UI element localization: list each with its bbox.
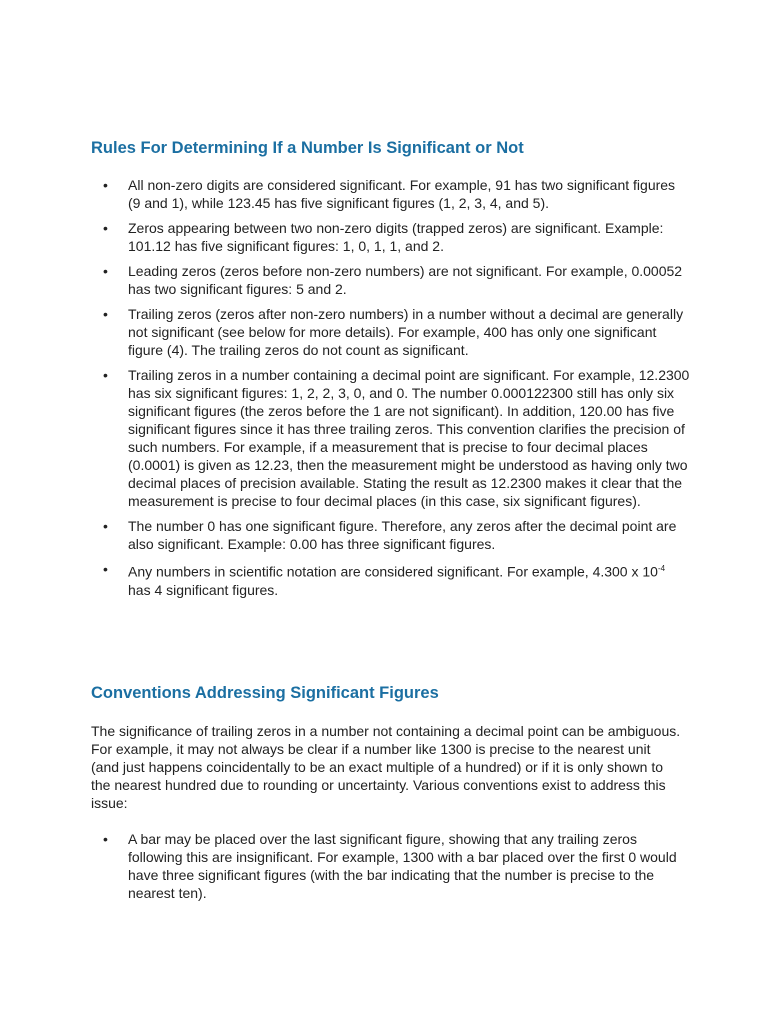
section-heading-rules: Rules For Determining If a Number Is Significant or Not <box>91 139 524 157</box>
bullet-glyph: • <box>103 831 108 847</box>
list-item-text: Zeros appearing between two non-zero digits (trapped zeros) are significant. Example: 101.12 has five significant figures: 1, 0, 1, 1, and 2. <box>128 220 664 254</box>
list-item-text: A bar may be placed over the last significant figure, showing that any trailing zeros following this are insignificant. For example, 1300 with a bar placed over the first 0 would have three significant figures (with the bar indicating that the number is precise to the nearest ten). <box>128 831 677 901</box>
list-item-text: The number 0 has one significant figure. Therefore, any zeros after the decimal point are also significant. Example: 0.00 has three significant figures. <box>128 518 677 552</box>
list-item <box>91 560 691 599</box>
list-item <box>91 830 691 902</box>
list-item <box>91 305 691 359</box>
sci-notation-text-before: Any numbers in scientific notation are considered significant. For example, 4.300 x 10 <box>128 563 658 580</box>
list-item-text: All non-zero digits are considered significant. For example, 91 has two significant figures (9 and 1), while 123.45 has five significant figures (1, 2, 3, 4, and 5). <box>128 177 676 211</box>
list-item-text: Trailing zeros in a number containing a decimal point are significant. For example, 12.2300 has six significant figures: 1, 2, 2, 3, 0, and 0. The number 0.000122300 still has only six significant figures (the zeros before the 1 are not significant). In addition, 120.00 has five significant figures since it has three trailing zeros. This convention clarifies the precision of such numbers. For example, if a measurement that is precise to four decimal places (0.0001) is given as 12.23, then the measurement might be understood as having only two decimal places of precision available. Stating the result as 12.2300 makes it clear that the measurement is precise to four decimal places (in this case, six significant figures). <box>128 367 690 509</box>
list-item <box>91 366 691 510</box>
conventions-paragraph: The significance of trailing zeros in a number not containing a decimal point can be ambiguous. For example, it may not always be clear if a number like 1300 is precise to the nearest unit (and just happens coincidentally to be an exact multiple of a hundred) or if it is only shown to the nearest hundred due to rounding or uncertainty. Various conventions exist to address this issue: <box>91 723 681 811</box>
rules-list <box>91 176 691 606</box>
list-item <box>91 517 691 553</box>
bullet-glyph: • <box>103 518 108 534</box>
bullet-glyph: • <box>103 177 108 193</box>
bullet-glyph: • <box>103 367 108 383</box>
list-item <box>91 176 691 212</box>
bullet-glyph: • <box>103 263 108 279</box>
bullet-glyph: • <box>103 220 108 236</box>
list-item-text: Leading zeros (zeros before non-zero numbers) are not significant. For example, 0.00052 has two significant figures: 5 and 2. <box>128 263 683 297</box>
bullet-glyph: • <box>103 561 108 577</box>
section-heading-conventions: Conventions Addressing Significant Figures <box>91 684 439 702</box>
conventions-list <box>91 830 691 902</box>
list-item <box>91 219 691 255</box>
list-item-text: Trailing zeros (zeros after non-zero numbers) in a number without a decimal are generally not significant (see below for more details). For example, 400 has only one significant figure (4). The trailing zeros do not count as significant. <box>128 306 684 358</box>
exponent-superscript: -4 <box>657 564 666 573</box>
bullet-glyph: • <box>103 306 108 322</box>
list-item <box>91 262 691 298</box>
sci-notation-text-after: has 4 significant figures. <box>128 581 279 598</box>
list-item-text <box>128 560 691 599</box>
